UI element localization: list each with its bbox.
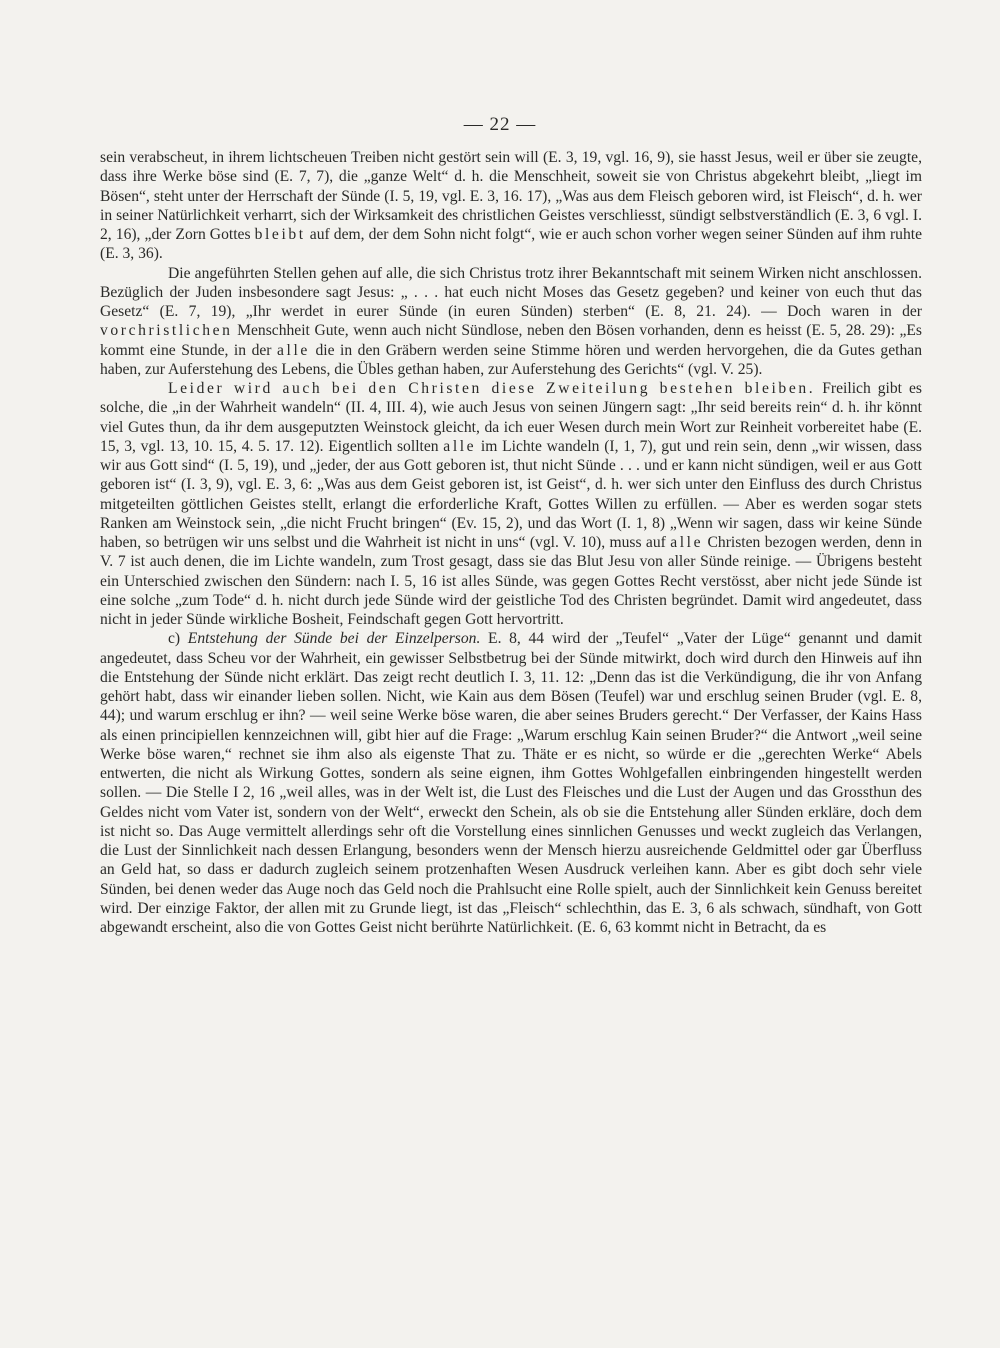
paragraph bbox=[100, 148, 922, 264]
paragraph bbox=[100, 629, 922, 937]
spaced-text-run: alle bbox=[277, 341, 310, 359]
spaced-text-run: vorchristlichen bbox=[100, 322, 233, 340]
page-number: — 22 — bbox=[463, 114, 537, 135]
text-run: die in den Gräbern werden seine Stimme hören und werden hervorgehen, die da Gutes gethan haben, zur Auferstehung des Lebens, die Übles gethan haben, zur Auferstehung des Gerichts“ (vgl. V. 25). bbox=[100, 341, 922, 378]
paragraph bbox=[100, 379, 922, 629]
spaced-text-run: bleibt bbox=[254, 226, 306, 243]
text-run: c) bbox=[168, 630, 188, 648]
text-run: Die angeführten Stellen gehen auf alle, die sich Christus trotz ihrer Bekanntschaft mit seinem Wirken nicht anschlossen. Bezüglich der Juden insbesondere sagt Jesus: „ . . . hat euch nicht Moses das Gesetz gegeben? und keiner von euch thut das Gesetz“ (E. 7, 19), „Ihr werdet in eurer Sünde (in euren Sünden) sterben“ (E. 8, 21. 24). — Doch waren in der bbox=[100, 264, 922, 320]
text-run: Christen bezogen werden, denn in V. 7 ist auch denen, die im Lichte wandeln, zum Trost gesagt, dass sie das Blut Jesu von aller Sünde reinige. — Übrigens besteht ein Unterschied zwischen den Sündern: nach I. 5, 16 ist alles Sünde, was gegen Gottes Recht verstösst, aber nicht jede Sünde ist eine solche „zum Tode“ d. h. nicht durch jede Sünde wird der geistliche Tod des Christen begründet. Damit wird angedeutet, dass nicht in jeder Sünde wirkliche Bosheit, Feindschaft gegen Gott hervortritt. bbox=[100, 534, 922, 628]
text-run: E. 8, 44 wird der „Teufel“ „Vater der Lüge“ genannt und damit angedeutet, dass Scheu vor der Wahrheit, ein gewisser Selbstbetrug bei der Sünde mitwirkt, doch wird durch den Hinweis auf ihn die Entstehung der Sünde nicht erklärt. Das zeigt recht deutlich I. 3, 11. 12: „Denn das ist die Verkündigung, die ihr von Anfang gehört habt, dass wir einander lieben sollen. Nicht, wie Kain aus dem Bösen (Teufel) war und erschlug seinen Bruder (vgl. E. 8, 44); und warum erschlug er ihn? — weil seine Werke böse waren, die aber seines Bruders gerecht.“ Der Verfasser, der Kains Hass als einen principiellen kennzeichnen will, gibt hier auf die Frage: „Warum erschlug Kain seinen Bruder?“ die Antwort „weil seine Werke böse waren,“ rechnet sie ihm also als eigenste That zu. Thäte er es nicht, so würde er die „gerechten Werke“ Abels entwerten, die nicht als Wirkung Gottes, sondern als seine eignen, ihm Gottes Wohlgefallen einbringenden hingestellt werden sollen. — Die Stelle I 2, 16 „weil alles, was in der Welt ist, die Lust des Fleisches und die Lust der Augen und das Grossthun des Geldes nicht vom Vater ist, sondern von der Welt“, erweckt den Schein, als ob sie die Entstehung aller Sünden erkläre, doch dem ist nicht so. Das Auge vermittelt allerdings sehr oft die Vorstellung eines sinnlichen Genusses und weckt zugleich das Verlangen, die Lust der Sinnlichkeit nach dessen Erlangung, besonders wenn der Mensch hierzu ausreichende Geldmittel oder gar Überfluss an Geld hat, so dass er dadurch zugleich seinem protzenhaften Wesen Ausdruck verleihen kann. Aber es gibt doch sehr viele Sünden, bei denen weder das Auge noch das Geld noch die Prahlsucht eine Rolle spielt, auch der Sinnlichkeit kein Genuss bereitet wird. Der einzige Faktor, der allen mit zu Grunde liegt, ist das „Fleisch“ schlechthin, das E. 3, 6 als schwach, sündhaft, von Gott abgewandt erscheint, also die von Gottes Geist nicht berührte Natürlichkeit. (E. 6, 63 kommt nicht in Betracht, da es bbox=[100, 630, 923, 936]
italic-heading-run: Entstehung der Sünde bei der Einzelperson. bbox=[187, 630, 481, 648]
text-run: sein verabscheut, in ihrem lichtscheuen Treiben nicht gestört sein will (E. 3, 19, vgl. 16, 9), sie hasst Jesus, weil er über sie zeugte, dass ihre Werke böse sind (E. 7, 7), die „ganze Welt“ d. h. die Menschheit, soweit sie von Christus abgekehrt bleibt, „liegt im Bösen“, steht unter der Herrschaft der Sünde (I. 5, 19, vgl. E. 3, 16. 17), „Was aus dem Fleisch geboren wird, ist Fleisch“, d. h. wer in seiner Natürlichkeit verharrt, sich der Wirksamkeit des christlichen Geistes verschliesst, sündigt selbstverständlich (E. 3, 6 vgl. I. 2, 16), „der Zorn Gottes bbox=[100, 149, 922, 243]
text-run: auf dem, der dem Sohn nicht folgt“, wie er auch schon vorher wegen seiner Sünden auf ihm ruhte (E. 3, 36). bbox=[100, 226, 922, 263]
spaced-text-run: alle bbox=[443, 437, 477, 455]
spaced-text-run: alle bbox=[670, 534, 704, 551]
paragraph bbox=[100, 264, 922, 380]
spaced-text-run: Leider wird auch bei den Christen diese Zweiteilung bestehen bleiben. bbox=[168, 380, 816, 397]
text-run: Freilich gibt es solche, die „in der Wahrheit wandeln“ (II. 4, III. 4), wie auch Jesus von seinen Jüngern sagt: „Ihr seid bereits rein“ d. h. ihr könnt viel Gutes thun, da ihr dem ausgeputzten Weinstock gleicht, da ich euer Wesen durch mein Wort zur Reinheit vorbereitet habe (E. 15, 3, vgl. 13, 10. 15, 4. 5. 17. 12). Eigentlich sollten bbox=[100, 380, 922, 455]
text-run: im Lichte wandeln (I, 1, 7), gut und rein sein, denn „wir wissen, dass wir aus Gott sind“ (I. 5, 19), und „jeder, der aus Gott geboren ist, thut nicht Sünde . . . und er kann nicht sündigen, weil er aus Gott geboren ist“ (I. 3, 9), vgl. E. 3, 6: „Was aus dem Geist geboren ist, ist Geist“, d. h. wer sich unter den Einfluss des durch Christus mitgeteilten göttlichen Geistes stellt, erlangt die erforderliche Kraft, Gottes Willen zu erfüllen. — Aber es werden sogar stets Ranken am Weinstock sein, „die nicht Frucht bringen“ (Ev. 15, 2), und das Wort (I. 1, 8) „Wenn wir sagen, dass wir keine Sünde haben, so betrügen wir uns selbst und die Wahrheit ist nicht in uns“ (vgl. V. 10), muss auf bbox=[100, 437, 922, 551]
text-run: Menschheit Gute, wenn auch nicht Sündlose, neben den Bösen vorhanden, denn es heisst (E. 5, 28. 29): „Es kommt eine Stunde, in der bbox=[100, 322, 922, 359]
body-text bbox=[100, 148, 922, 937]
